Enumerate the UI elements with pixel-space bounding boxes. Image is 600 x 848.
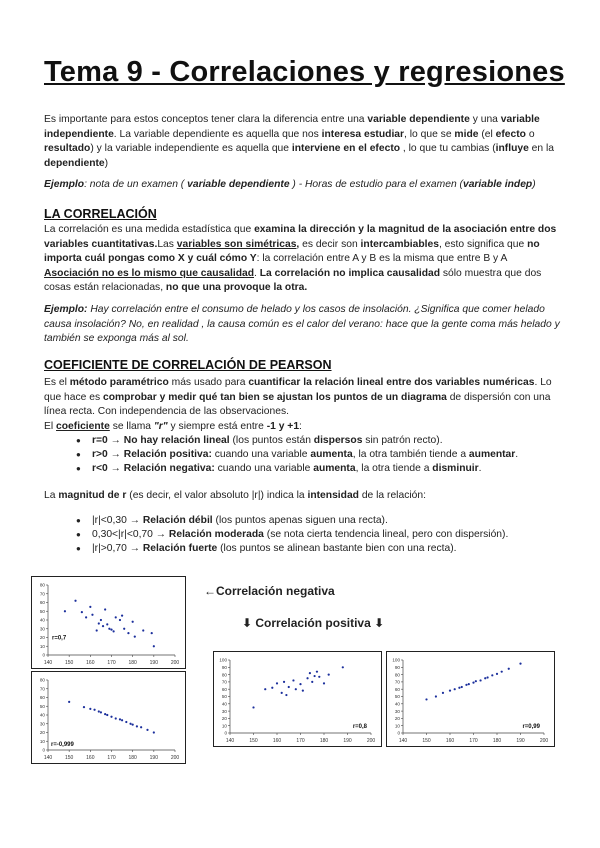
data-point xyxy=(491,674,493,676)
data-point xyxy=(314,675,316,677)
data-point xyxy=(115,616,117,618)
pearson-sign-list xyxy=(66,434,566,476)
data-point xyxy=(283,681,285,683)
data-point xyxy=(132,621,134,623)
data-point xyxy=(125,721,127,723)
r-annotation: r=0,99 xyxy=(522,724,540,730)
list-item: ● |r|>0,70 → Relación fuerte (los puntos se alinean bastante bien con una recta). xyxy=(66,542,566,556)
x-tick-label: 180 xyxy=(128,660,137,666)
scatter-plot xyxy=(214,652,381,746)
data-point xyxy=(113,630,115,632)
y-tick-label: 50 xyxy=(394,694,400,700)
data-point xyxy=(85,616,87,618)
chart-negative-r07 xyxy=(31,576,186,669)
data-point xyxy=(119,718,121,720)
data-point xyxy=(119,619,121,621)
data-point xyxy=(468,683,470,685)
x-tick-label: 180 xyxy=(319,738,329,744)
y-tick-label: 90 xyxy=(221,665,227,670)
y-tick-label: 60 xyxy=(39,600,45,606)
x-tick-label: 150 xyxy=(64,755,74,761)
data-point xyxy=(93,709,95,711)
data-point xyxy=(153,731,155,733)
list-item: ● |r|<0,30 → Relación débil (los puntos apenas siguen una recta). xyxy=(66,514,566,528)
data-point xyxy=(136,725,138,727)
y-tick-label: 70 xyxy=(394,679,400,685)
scatter-plot xyxy=(32,672,185,763)
y-tick-label: 100 xyxy=(219,657,227,663)
y-tick-label: 0 xyxy=(224,730,227,736)
data-point xyxy=(323,682,325,684)
correlacion-paragraph: La correlación es una medida estadística que examina la dirección y la magnitud de la asociación entre dos variables cuantitativas.Las variables son simétricas, es decir son intercambiables, esto significa que no importa cuál pongas como X y cuál cómo Y: la correlación entre A y B es la misma que entre B y A Asociación no es lo mismo que causalidad. La correlación no implica causalidad sólo muestra que dos cosas están relacionadas, no que una provoque la otra. xyxy=(44,224,557,293)
y-tick-label: 70 xyxy=(39,686,45,692)
data-point xyxy=(288,686,290,688)
data-point xyxy=(271,687,273,689)
x-tick-label: 150 xyxy=(422,738,431,744)
label-correlacion-negativa: ←Correlación negativa xyxy=(204,584,335,598)
data-point xyxy=(68,701,70,703)
x-tick-label: 190 xyxy=(149,660,159,666)
x-tick-label: 140 xyxy=(225,738,235,744)
data-point xyxy=(123,628,125,630)
y-tick-label: 60 xyxy=(39,695,45,701)
y-tick-label: 10 xyxy=(39,643,45,649)
data-point xyxy=(449,690,451,692)
data-point xyxy=(472,682,474,684)
x-tick-label: 160 xyxy=(445,738,455,744)
list-item: ● r>0 → Relación positiva: cuando una variable aumenta, la otra también tiende a aumentar. xyxy=(66,448,566,462)
x-tick-label: 160 xyxy=(272,738,282,744)
y-tick-label: 20 xyxy=(394,716,400,722)
chart-negative-r0999 xyxy=(31,671,186,764)
data-point xyxy=(108,628,110,630)
data-point xyxy=(442,692,444,694)
y-tick-label: 80 xyxy=(39,677,45,683)
data-point xyxy=(458,687,460,689)
scatter-plot xyxy=(32,577,185,668)
data-point xyxy=(342,666,344,668)
data-point xyxy=(142,629,144,631)
y-tick-label: 30 xyxy=(221,708,227,714)
y-tick-label: 20 xyxy=(39,635,45,641)
data-point xyxy=(64,610,66,612)
data-point xyxy=(479,679,481,681)
x-tick-label: 200 xyxy=(539,738,549,744)
x-tick-label: 150 xyxy=(64,660,74,666)
label-correlacion-positiva: ⬇ Correlación positiva ⬇ xyxy=(242,616,385,630)
data-point xyxy=(98,622,100,624)
x-tick-label: 200 xyxy=(170,755,180,761)
x-tick-label: 170 xyxy=(107,660,116,666)
list-item: ● 0,30<|r|<0,70 → Relación moderada (se nota cierta tendencia lineal, pero con dispersión). xyxy=(66,528,566,542)
data-point xyxy=(435,695,437,697)
data-point xyxy=(110,716,112,718)
data-point xyxy=(328,674,330,676)
x-tick-label: 160 xyxy=(86,755,95,761)
data-point xyxy=(100,711,102,713)
magnitude-paragraph: La magnitud de r (es decir, el valor absoluto |r|) indica la intensidad de la relación: xyxy=(44,490,426,501)
data-point xyxy=(454,688,456,690)
y-tick-label: 30 xyxy=(39,721,45,727)
data-point xyxy=(252,706,254,708)
x-tick-label: 170 xyxy=(469,738,478,744)
y-tick-label: 80 xyxy=(221,672,227,678)
r-annotation: r=-0,999 xyxy=(51,742,74,748)
x-tick-label: 170 xyxy=(107,755,116,761)
y-tick-label: 50 xyxy=(221,694,227,700)
data-point xyxy=(299,683,301,685)
chart-positive-r08 xyxy=(213,651,382,747)
y-tick-label: 10 xyxy=(221,723,227,729)
y-tick-label: 40 xyxy=(221,701,227,707)
x-tick-label: 140 xyxy=(43,755,53,761)
y-tick-label: 80 xyxy=(394,672,400,678)
page-title: Tema 9 - Correlaciones y regresiones xyxy=(44,56,565,88)
data-point xyxy=(151,632,153,634)
data-point xyxy=(519,663,521,665)
data-point xyxy=(89,606,91,608)
data-point xyxy=(121,719,123,721)
data-point xyxy=(98,710,100,712)
r-annotation: r=0,7 xyxy=(52,635,67,642)
data-point xyxy=(295,688,297,690)
data-point xyxy=(104,608,106,610)
data-point xyxy=(127,632,129,634)
x-tick-label: 140 xyxy=(43,660,53,666)
y-tick-label: 70 xyxy=(39,591,45,597)
data-point xyxy=(508,668,510,670)
data-point xyxy=(475,680,477,682)
x-tick-label: 150 xyxy=(249,738,258,744)
data-point xyxy=(276,682,278,684)
x-tick-label: 190 xyxy=(516,738,525,744)
data-point xyxy=(96,629,98,631)
data-point xyxy=(81,611,83,613)
data-point xyxy=(285,694,287,696)
data-point xyxy=(501,671,503,673)
data-point xyxy=(281,692,283,694)
y-tick-label: 20 xyxy=(221,716,227,722)
y-tick-label: 40 xyxy=(39,617,45,623)
chart-positive-r099 xyxy=(386,651,555,747)
list-item: ● r<0 → Relación negativa: cuando una variable aumenta, la otra tiende a disminuir. xyxy=(66,462,566,476)
data-point xyxy=(461,686,463,688)
y-tick-label: 0 xyxy=(42,747,45,753)
data-point xyxy=(484,677,486,679)
data-point xyxy=(487,676,489,678)
y-tick-label: 50 xyxy=(39,608,45,614)
pearson-paragraph: Es el método paramétrico más usado para cuantificar la relación lineal entre dos variables numéricas. Lo que hace es comprobar y medir qué tan bien se ajustan los puntos de un diagrama de dispersión con una línea recta. Con independencia de las observaciones. El coeficiente se llama "r" y siempre está entre -1 y +1: xyxy=(44,377,552,432)
data-point xyxy=(106,714,108,716)
y-tick-label: 60 xyxy=(221,686,227,692)
data-point xyxy=(496,673,498,675)
data-point xyxy=(100,619,102,621)
intro-paragraph: Es importante para estos conceptos tener clara la diferencia entre una variable dependiente y una variable independiente. La variable dependiente es aquella que nos interesa estudiar, lo que se mide (el efecto o resultado) y la variable independiente es aquella que interviene en el efecto , lo que tu cambias (influye en la dependiente) xyxy=(44,114,555,169)
y-tick-label: 0 xyxy=(42,652,45,658)
x-tick-label: 200 xyxy=(366,738,376,744)
r-annotation: r=0,8 xyxy=(352,724,367,730)
magnitude-list xyxy=(66,514,566,556)
data-point xyxy=(115,717,117,719)
x-tick-label: 140 xyxy=(398,738,408,744)
data-point xyxy=(140,726,142,728)
data-point xyxy=(292,679,294,681)
y-tick-label: 90 xyxy=(394,665,400,670)
y-tick-label: 100 xyxy=(392,657,400,663)
y-tick-label: 50 xyxy=(39,703,45,709)
y-tick-label: 20 xyxy=(39,730,45,736)
y-tick-label: 0 xyxy=(397,730,400,736)
heading-correlacion: LA CORRELACIÓN xyxy=(44,207,157,221)
heading-pearson: COEFICIENTE DE CORRELACIÓN DE PEARSON xyxy=(44,358,332,372)
y-tick-label: 30 xyxy=(39,626,45,632)
data-point xyxy=(83,706,85,708)
y-tick-label: 30 xyxy=(394,708,400,714)
data-point xyxy=(110,629,112,631)
x-tick-label: 170 xyxy=(296,738,305,744)
data-point xyxy=(146,729,148,731)
data-point xyxy=(104,713,106,715)
y-tick-label: 60 xyxy=(394,686,400,692)
scatter-plot xyxy=(387,652,554,746)
data-point xyxy=(106,623,108,625)
data-point xyxy=(129,723,131,725)
data-point xyxy=(153,645,155,647)
x-tick-label: 160 xyxy=(86,660,95,666)
data-point xyxy=(309,672,311,674)
data-point xyxy=(74,600,76,602)
x-tick-label: 190 xyxy=(343,738,352,744)
data-point xyxy=(264,688,266,690)
y-tick-label: 70 xyxy=(221,679,227,685)
data-point xyxy=(102,625,104,627)
data-point xyxy=(318,676,320,678)
data-point xyxy=(134,636,136,638)
y-tick-label: 40 xyxy=(394,701,400,707)
y-tick-label: 40 xyxy=(39,712,45,718)
data-point xyxy=(302,690,304,692)
data-point xyxy=(306,677,308,679)
x-tick-label: 180 xyxy=(128,755,137,761)
x-tick-label: 190 xyxy=(149,755,159,761)
data-point xyxy=(89,708,91,710)
data-point xyxy=(132,724,134,726)
y-tick-label: 10 xyxy=(394,723,400,729)
example-variables: Ejemplo: nota de un examen ( variable dependiente ) - Horas de estudio para el examen (variable indep) xyxy=(44,179,536,190)
data-point xyxy=(91,614,93,616)
data-point xyxy=(121,615,123,617)
y-tick-label: 80 xyxy=(39,582,45,588)
data-point xyxy=(425,698,427,700)
x-tick-label: 180 xyxy=(492,738,502,744)
list-item: ● r=0 → No hay relación lineal (los puntos están dispersos sin patrón recto). xyxy=(66,434,566,448)
x-tick-label: 200 xyxy=(170,660,180,666)
data-point xyxy=(316,671,318,673)
data-point xyxy=(311,681,313,683)
example-helado: Ejemplo: Hay correlación entre el consumo de helado y los casos de insolación. ¿Significa que comer helado causa insolación? No, en realidad , la causa común es el calor del verano: hace que la gente coma más helado y también se exponga más al sol. xyxy=(44,304,560,344)
y-tick-label: 10 xyxy=(39,738,45,744)
data-point xyxy=(465,684,467,686)
